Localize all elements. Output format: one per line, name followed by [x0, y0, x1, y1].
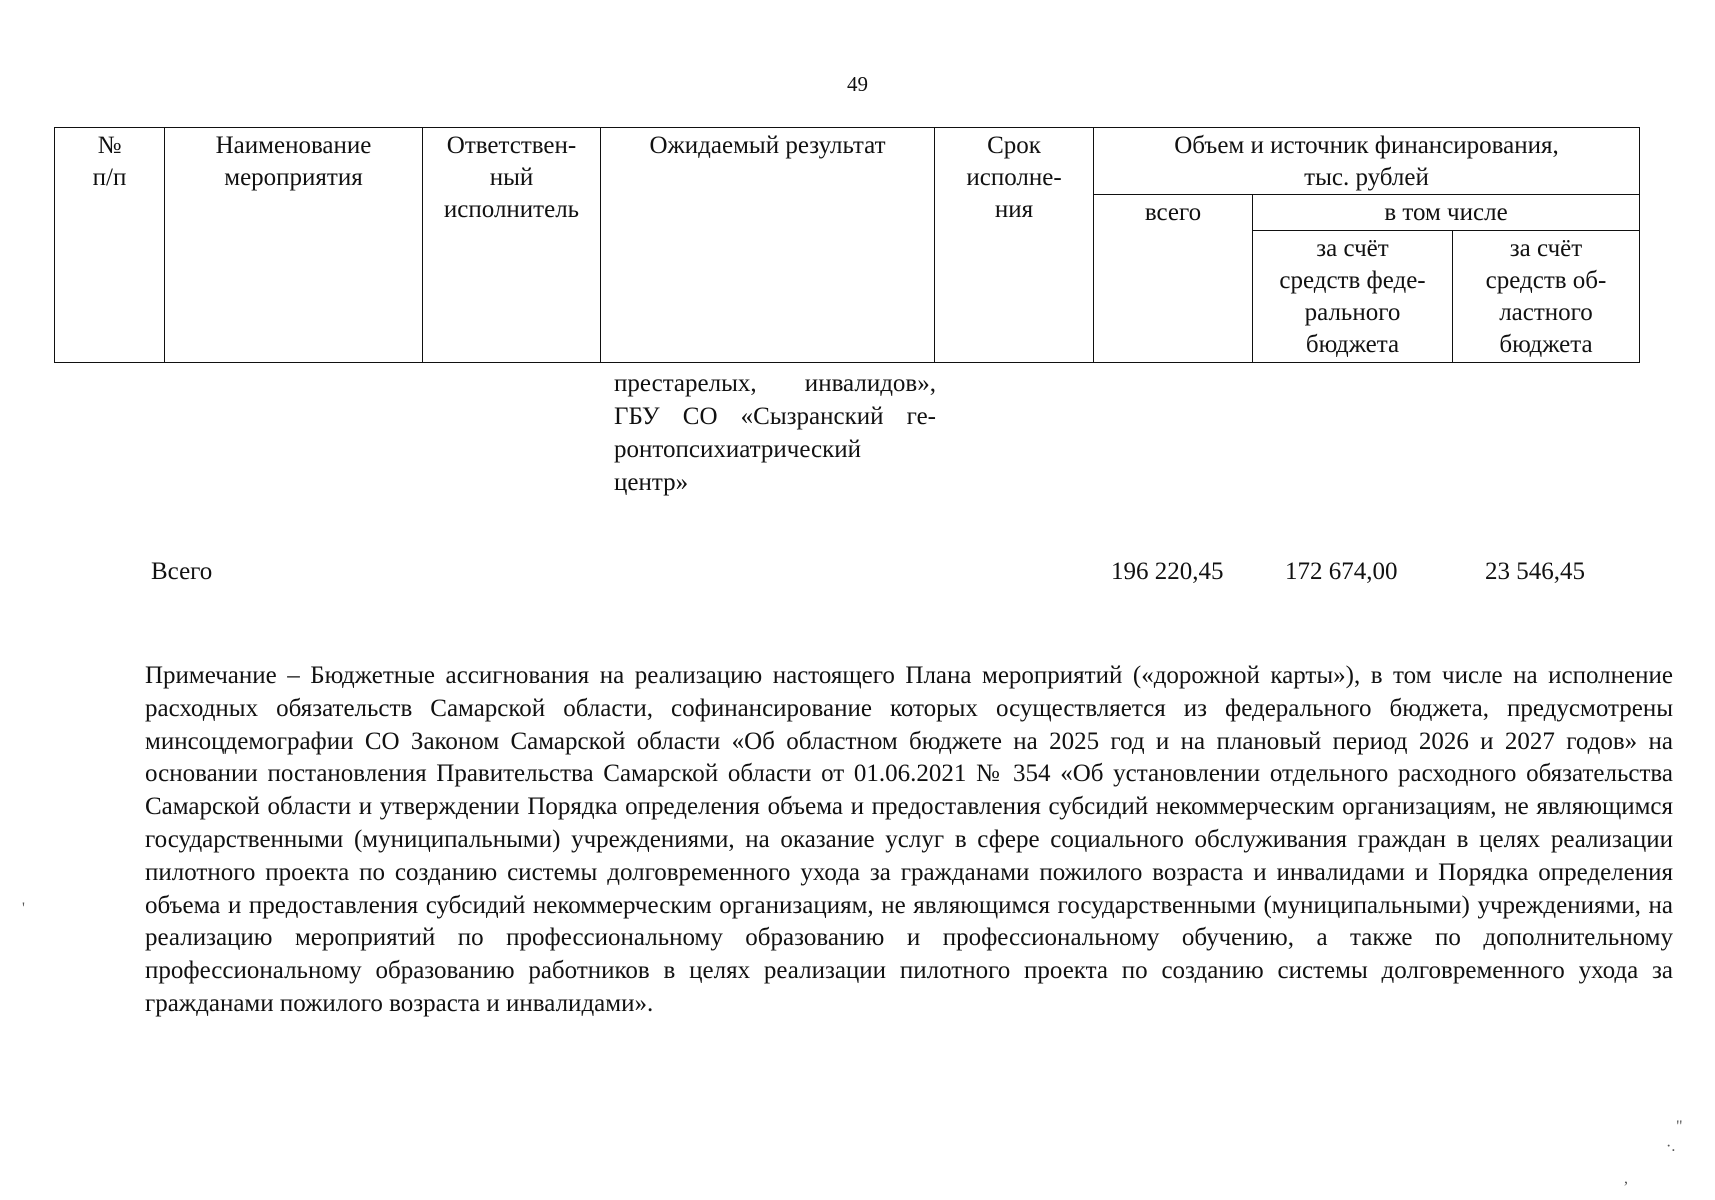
header-cell-total: всего [1094, 195, 1253, 363]
page-number: 49 [847, 72, 868, 96]
header-cell-funding: Объем и источник финансирования, тыс. рублей [1094, 128, 1640, 195]
scan-speck: ' [22, 900, 25, 917]
header-cell-term: Срок исполне- ния [935, 128, 1094, 363]
budget-note-paragraph: Примечание – Бюджетные ассигнования на реализацию настоящего Плана мероприятий («дорожной карты»), в том числе на исполнение расходных обязательств Самарской области, софинансирование которых осуществляется из федерального бюджета, предусмотрены минсоцдемографии СО Законом Самарской области «Об областном бюджете на 2025 год и на плановый период 2026 и 2027 годов» на основании постановления Правительства Самарской области от 01.06.2021 № 354 «Об установлении отдельного расходного обязательства Самарской области и утверждении Порядка определения объема и предоставления субсидий некоммерческим организациям, не являющимся государственными (муниципальными) учреждениями, на оказание услуг в сфере социального обслуживания граждан в целях реализации пилотного проекта по созданию системы долговременного ухода за гражданами пожилого возраста и инвалидами и Порядка определения объема и предоставления субсидий некоммерческим организациям, не являющимся государственными (муниципальными) учреждениями, на реализацию мероприятий по профессиональному образованию и профессиональному обучению, а также по дополнительному профессиональному образованию работников в целях реализации пилотного проекта по созданию системы долговременного ухода за гражданами пожилого возраста и инвалидами». [145, 662, 1673, 1017]
header-cell-event-name: Наименование мероприятия [165, 128, 423, 363]
header-cell-expected-result: Ожидаемый результат [601, 128, 935, 363]
scan-speck: ·. [1666, 1138, 1676, 1155]
total-row-regional: 23 546,45 [1485, 558, 1585, 585]
plan-table-header [54, 127, 1640, 363]
total-row-label: Всего [151, 558, 213, 585]
header-cell-including: в том числе [1253, 195, 1640, 231]
continued-responsible-text: престарелых, инвалидов», ГБУ СО «Сызранский геронтопсихиатрический центр» [614, 370, 936, 496]
total-row-federal: 172 674,00 [1285, 558, 1398, 585]
header-cell-number: № п/п [55, 128, 165, 363]
total-row-sum: 196 220,45 [1111, 558, 1224, 585]
header-cell-responsible: Ответствен- ный исполнитель [423, 128, 601, 363]
scan-speck: " [1676, 1118, 1683, 1135]
header-cell-federal-budget: за счёт средств феде- рального бюджета [1253, 231, 1453, 363]
header-cell-regional-budget: за счёт средств об- ластного бюджета [1453, 231, 1640, 363]
scan-speck: , [1624, 1170, 1628, 1187]
